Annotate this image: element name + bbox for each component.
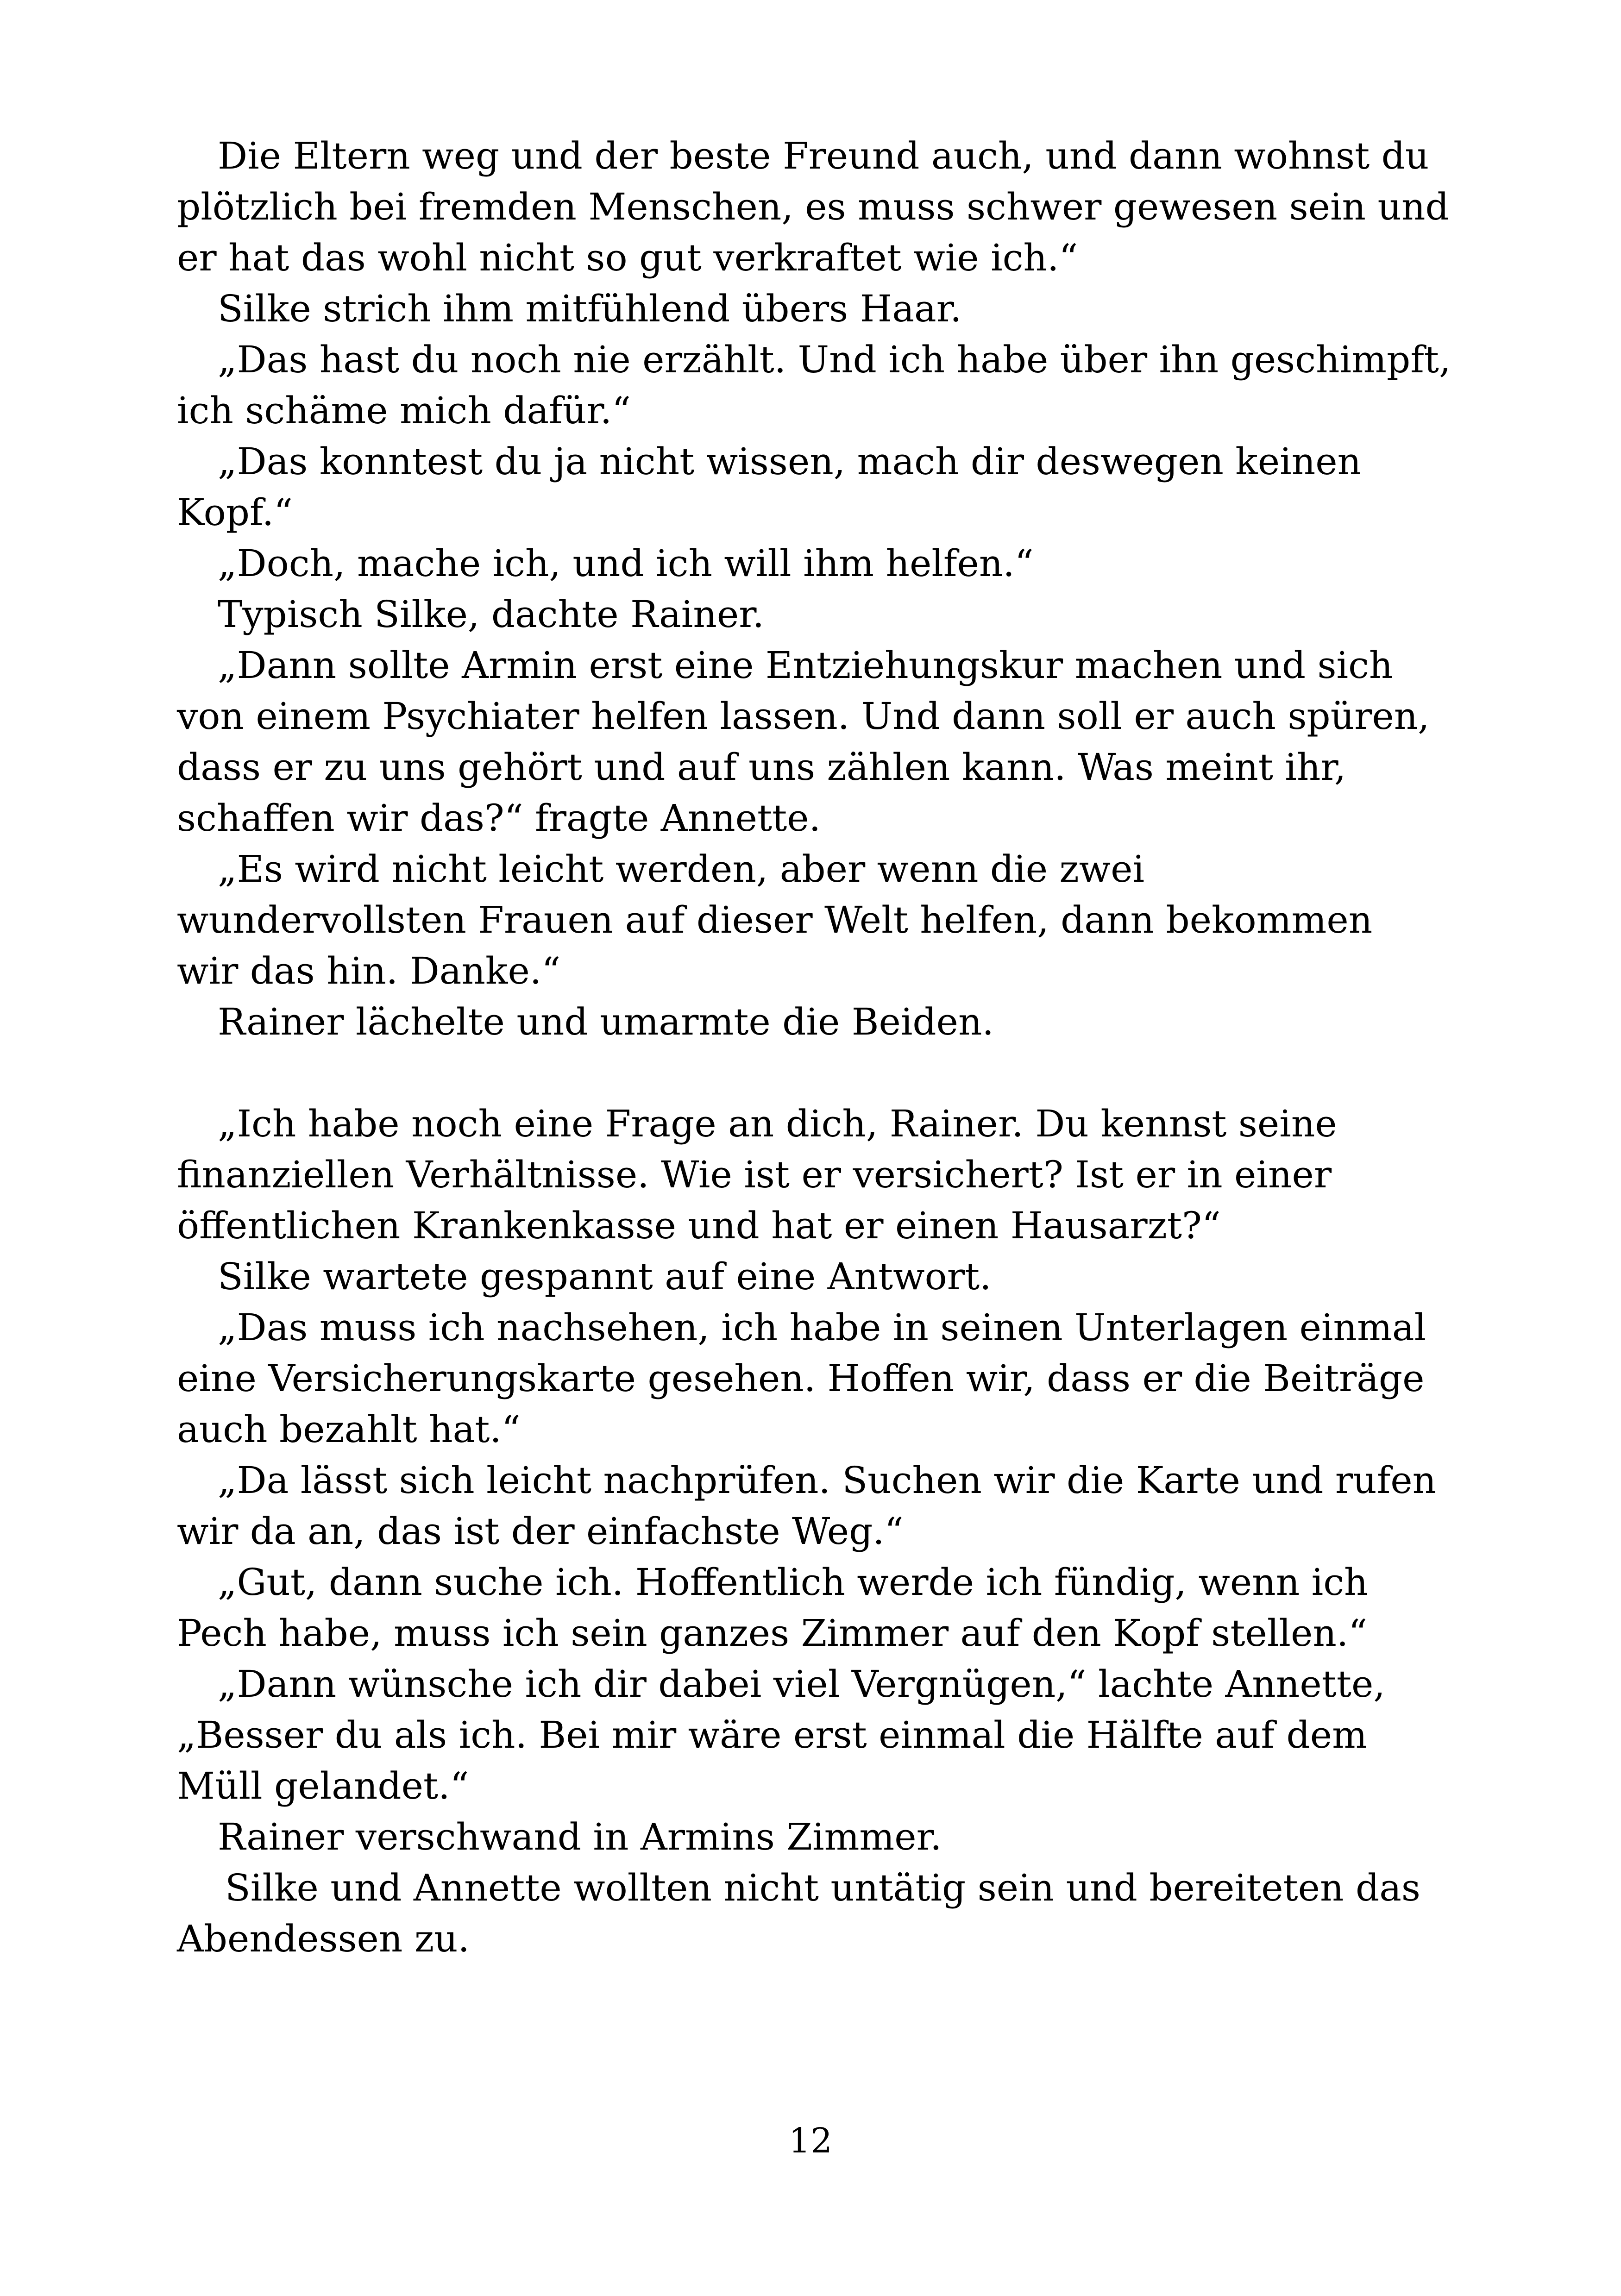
text-line: von einem Psychiater helfen lassen. Und dann soll er auch spüren, bbox=[177, 695, 1430, 738]
text-line: Silke wartete gespannt auf eine Antwort. bbox=[218, 1255, 992, 1298]
text-line: „Es wird nicht leicht werden, aber wenn die zwei bbox=[218, 847, 1145, 891]
page-number: 12 bbox=[788, 2121, 833, 2161]
text-line: „Dann sollte Armin erst eine Entziehungskur machen und sich bbox=[218, 644, 1393, 687]
text-line: Rainer verschwand in Armins Zimmer. bbox=[218, 1815, 942, 1858]
text-line: Müll gelandet.“ bbox=[177, 1764, 469, 1807]
text-line: „Das hast du noch nie erzählt. Und ich habe über ihn geschimpft, bbox=[218, 338, 1451, 381]
text-line: dass er zu uns gehört und auf uns zählen kann. Was meint ihr, bbox=[177, 746, 1346, 789]
text-line: „Ich habe noch eine Frage an dich, Rainer. Du kennst seine bbox=[218, 1102, 1337, 1145]
text-line: Typisch Silke, dachte Rainer. bbox=[218, 593, 765, 636]
text-line: schaffen wir das?“ fragte Annette. bbox=[177, 797, 821, 840]
text-line: „Das konntest du ja nicht wissen, mach dir deswegen keinen bbox=[218, 440, 1362, 483]
text-line: „Da lässt sich leicht nachprüfen. Suchen wir die Karte und rufen bbox=[218, 1459, 1437, 1502]
text-line: Pech habe, muss ich sein ganzes Zimmer auf den Kopf stellen.“ bbox=[177, 1612, 1368, 1655]
text-line: plötzlich bei fremden Menschen, es muss schwer gewesen sein und bbox=[177, 185, 1449, 228]
text-line: wir das hin. Danke.“ bbox=[177, 949, 561, 992]
text-line: „Das muss ich nachsehen, ich habe in seinen Unterlagen einmal bbox=[218, 1306, 1426, 1349]
text-line: wundervollsten Frauen auf dieser Welt helfen, dann bekommen bbox=[177, 898, 1373, 941]
text-line: „Doch, mache ich, und ich will ihm helfen.“ bbox=[218, 542, 1034, 585]
text-line: Silke strich ihm mitfühlend übers Haar. bbox=[218, 287, 962, 330]
text-line: öffentlichen Krankenkasse und hat er einen Hausarzt?“ bbox=[177, 1204, 1221, 1247]
paragraph-gap bbox=[177, 1048, 1455, 1098]
text-line: er hat das wohl nicht so gut verkraftet wie ich.“ bbox=[177, 236, 1078, 279]
text-line: eine Versicherungskarte gesehen. Hoffen wir, dass er die Beiträge bbox=[177, 1357, 1425, 1400]
text-line: auch bezahlt hat.“ bbox=[177, 1408, 521, 1451]
text-line: ich schäme mich dafür.“ bbox=[177, 389, 631, 432]
text-line: Die Eltern weg und der beste Freund auch, und dann wohnst du bbox=[218, 134, 1429, 177]
text-line: „Gut, dann suche ich. Hoffentlich werde ich fündig, wenn ich bbox=[218, 1561, 1368, 1604]
text-line: Abendessen zu. bbox=[177, 1917, 470, 1960]
text-line: Silke und Annette wollten nicht untätig sein und bereiteten das bbox=[225, 1866, 1420, 1909]
text-line: Rainer lächelte und umarmte die Beiden. bbox=[218, 1000, 994, 1043]
text-line: finanziellen Verhältnisse. Wie ist er versichert? Ist er in einer bbox=[177, 1153, 1332, 1196]
text-line: Kopf.“ bbox=[177, 491, 293, 534]
text-line: „Dann wünsche ich dir dabei viel Vergnügen,“ lachte Annette, bbox=[218, 1662, 1385, 1706]
text-line: wir da an, das ist der einfachste Weg.“ bbox=[177, 1510, 904, 1553]
text-line: „Besser du als ich. Bei mir wäre erst einmal die Hälfte auf dem bbox=[177, 1713, 1367, 1757]
body-text bbox=[177, 131, 1455, 1964]
